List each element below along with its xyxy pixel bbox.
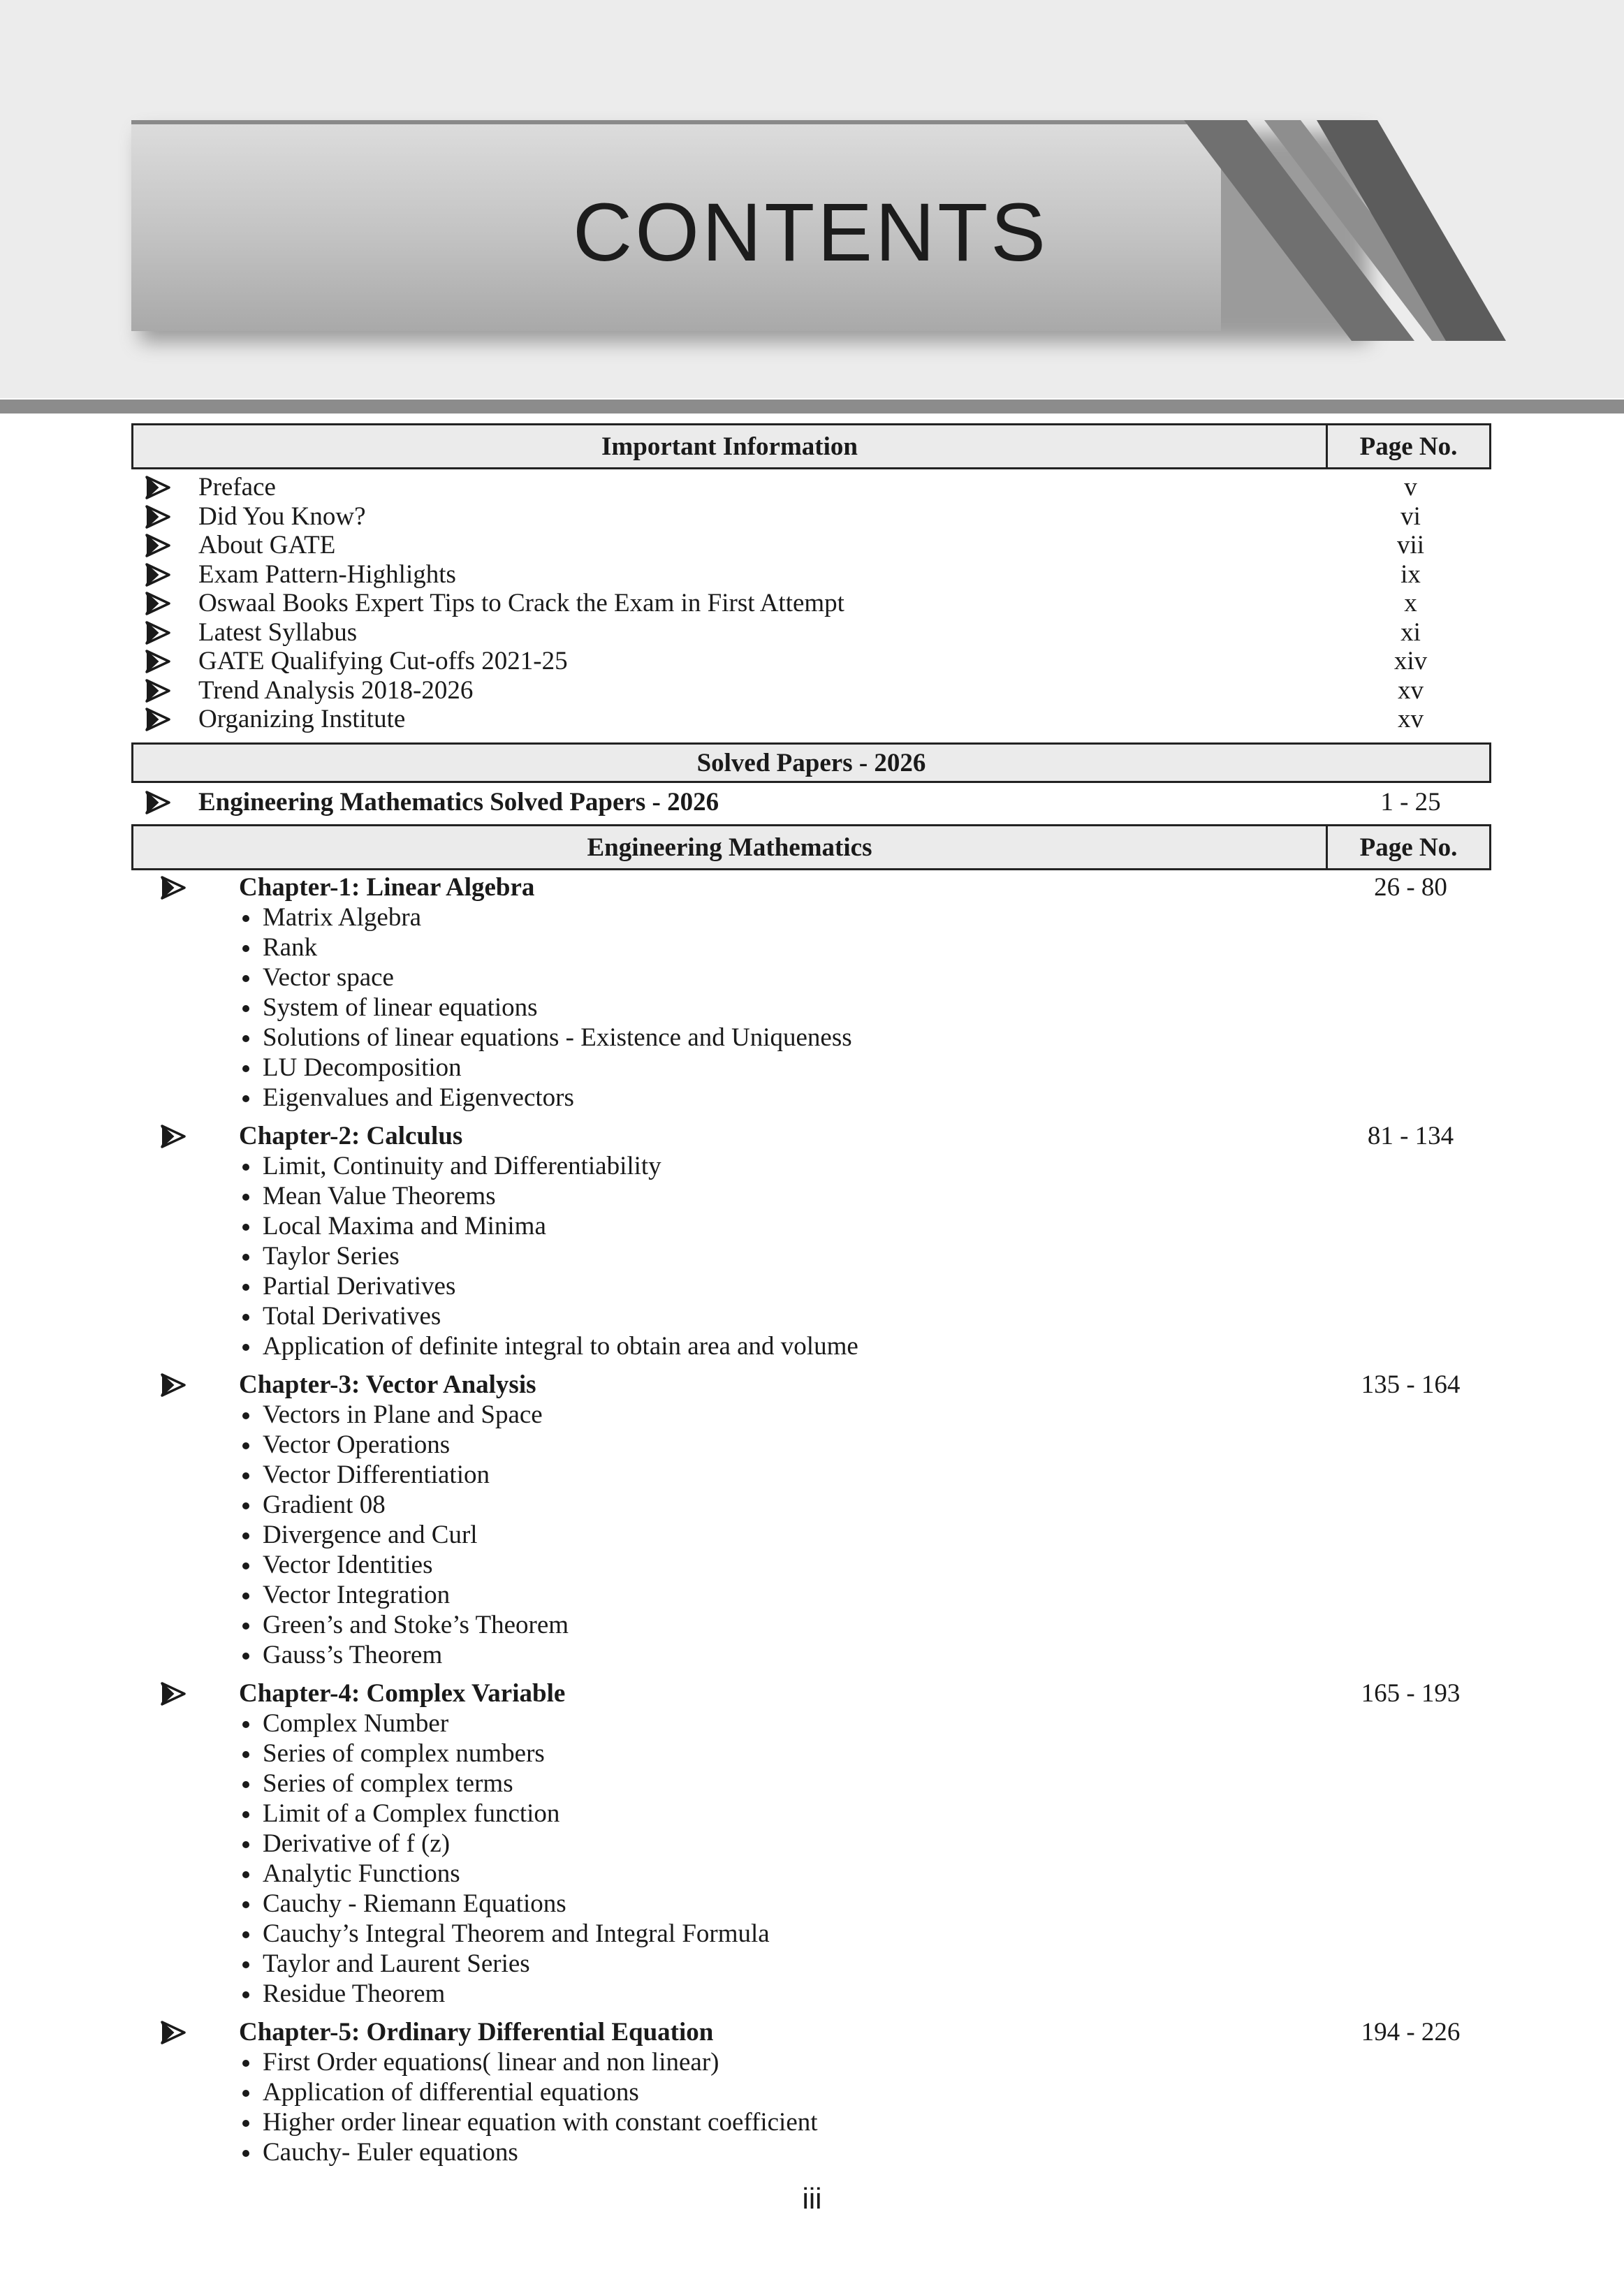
arrow-bullet-icon	[159, 1122, 187, 1151]
topic-list	[131, 1151, 1491, 1361]
chapter-title: Chapter-2: Calculus	[239, 1122, 463, 1150]
toc-row	[131, 788, 1491, 817]
topic-item: Higher order linear equation with constant coefficient	[131, 2107, 1491, 2137]
toc-entry-page: 1 - 25	[1380, 788, 1441, 817]
topic-item: Rank	[131, 932, 1491, 962]
toc-entry-label: Did You Know?	[198, 502, 366, 531]
topic-item: Application of differential equations	[131, 2077, 1491, 2107]
chapter-block	[131, 1122, 1491, 1361]
topic-item: Series of complex terms	[131, 1769, 1491, 1799]
arrow-bullet-icon	[159, 873, 187, 902]
solved-papers-header	[131, 742, 1491, 783]
arrow-bullet-icon	[144, 647, 172, 676]
topic-item: Divergence and Curl	[131, 1520, 1491, 1550]
topic-item: Analytic Functions	[131, 1859, 1491, 1889]
topic-item: Gradient 08	[131, 1490, 1491, 1520]
topic-item: Total Derivatives	[131, 1301, 1491, 1331]
arrow-bullet-icon	[144, 618, 172, 647]
topic-item: Vector Integration	[131, 1580, 1491, 1610]
chapter-page-range: 26 - 80	[1374, 873, 1447, 902]
chapter-page-range: 165 - 193	[1361, 1679, 1461, 1708]
toc-entry-page: xv	[1398, 675, 1424, 705]
topic-item: Green’s and Stoke’s Theorem	[131, 1610, 1491, 1640]
topic-item: Application of definite integral to obtain area and volume	[131, 1331, 1491, 1361]
arrow-bullet-icon	[144, 560, 172, 590]
topic-item: Series of complex numbers	[131, 1738, 1491, 1769]
chapter-heading	[131, 1370, 1491, 1400]
toc-entry-label: About GATE	[198, 531, 336, 559]
arrow-bullet-icon	[144, 676, 172, 705]
chapter-block	[131, 1370, 1491, 1670]
toc-row	[131, 676, 1491, 705]
topic-item: LU Decomposition	[131, 1053, 1491, 1083]
topic-item: Vector Differentiation	[131, 1460, 1491, 1490]
topic-item: Vectors in Plane and Space	[131, 1400, 1491, 1430]
topic-list	[131, 2047, 1491, 2167]
toc-row	[131, 618, 1491, 647]
topic-item: First Order equations( linear and non linear)	[131, 2047, 1491, 2077]
toc-entry-page: vii	[1396, 531, 1425, 559]
toc-entry-page: x	[1404, 589, 1417, 617]
arrow-bullet-icon	[144, 531, 172, 560]
arrow-bullet-icon	[159, 1679, 187, 1708]
solved-papers-label: Solved Papers - 2026	[696, 748, 926, 777]
topic-item: Matrix Algebra	[131, 902, 1491, 932]
topic-list	[131, 902, 1491, 1113]
topic-item: Taylor and Laurent Series	[131, 1949, 1491, 1979]
topic-item: Cauchy- Euler equations	[131, 2137, 1491, 2167]
topic-item: Taylor Series	[131, 1241, 1491, 1271]
chapter-page-range: 135 - 164	[1361, 1370, 1461, 1399]
chapter-heading	[131, 1122, 1491, 1151]
topic-item: Vector Operations	[131, 1430, 1491, 1460]
page-title: CONTENTS	[573, 186, 1048, 279]
chapter-title: Chapter-5: Ordinary Differential Equation	[239, 2018, 714, 2047]
toc-entry-page: v	[1404, 473, 1417, 502]
topic-item: Eigenvalues and Eigenvectors	[131, 1083, 1491, 1113]
toc-entry-label: GATE Qualifying Cut-offs 2021-25	[198, 647, 568, 675]
topic-item: Limit of a Complex function	[131, 1799, 1491, 1829]
arrow-bullet-icon	[144, 705, 172, 734]
toc-entry-page: xv	[1398, 705, 1424, 733]
topic-item: Cauchy - Riemann Equations	[131, 1889, 1491, 1919]
page-no-header: Page No.	[1326, 826, 1489, 868]
topic-list	[131, 1708, 1491, 2009]
chapter-title: Chapter-1: Linear Algebra	[239, 873, 535, 902]
chapter-heading	[131, 1679, 1491, 1708]
engmath-header	[131, 824, 1491, 870]
header-rule	[0, 400, 1624, 413]
toc-entry-label: Latest Syllabus	[198, 617, 358, 647]
topic-item: System of linear equations	[131, 993, 1491, 1023]
engmath-label: Engineering Mathematics	[587, 833, 872, 862]
toc-entry-label: Preface	[198, 473, 276, 502]
topic-item: Solutions of linear equations - Existence and Uniqueness	[131, 1023, 1491, 1053]
topic-item: Cauchy’s Integral Theorem and Integral Formula	[131, 1919, 1491, 1949]
toc-entry-label: Organizing Institute	[198, 705, 406, 733]
chapter-title: Chapter-4: Complex Variable	[239, 1679, 566, 1708]
topic-item: Derivative of f (z)	[131, 1829, 1491, 1859]
topic-list	[131, 1400, 1491, 1670]
toc-entry-page: vi	[1400, 502, 1421, 531]
important-info-label: Important Information	[601, 432, 858, 461]
arrow-bullet-icon	[144, 788, 172, 817]
topic-item: Local Maxima and Minima	[131, 1211, 1491, 1241]
toc-entry-label: Engineering Mathematics Solved Papers - 2026	[198, 788, 719, 817]
toc-entry-page: xiv	[1393, 647, 1428, 675]
chapter-page-range: 81 - 134	[1367, 1122, 1454, 1150]
toc-entry-label: Trend Analysis 2018-2026	[198, 675, 474, 705]
toc-entry-label: Oswaal Books Expert Tips to Crack the Exam in First Attempt	[198, 589, 844, 617]
toc-row	[131, 502, 1491, 532]
page-number: iii	[802, 2182, 822, 2215]
chapter-heading	[131, 2018, 1491, 2047]
chapter-heading	[131, 873, 1491, 902]
important-info-header	[131, 423, 1491, 469]
toc-row	[131, 531, 1491, 560]
toc-row	[131, 589, 1491, 618]
topic-item: Vector space	[131, 962, 1491, 993]
topic-item: Vector Identities	[131, 1550, 1491, 1580]
toc-entry-page: ix	[1400, 559, 1421, 589]
topic-item: Complex Number	[131, 1708, 1491, 1738]
toc-row	[131, 647, 1491, 676]
toc-row	[131, 560, 1491, 590]
arrow-bullet-icon	[159, 2018, 187, 2047]
toc-entry-page: xi	[1400, 617, 1421, 647]
topic-item: Gauss’s Theorem	[131, 1640, 1491, 1670]
chapter-block	[131, 1679, 1491, 2009]
chapter-block	[131, 2018, 1491, 2167]
arrow-bullet-icon	[144, 589, 172, 618]
topic-item: Limit, Continuity and Differentiability	[131, 1151, 1491, 1181]
topic-item: Partial Derivatives	[131, 1271, 1491, 1301]
chapter-title: Chapter-3: Vector Analysis	[239, 1370, 536, 1399]
chapter-block	[131, 873, 1491, 1113]
arrow-bullet-icon	[144, 473, 172, 502]
toc-row	[131, 705, 1491, 734]
toc-row	[131, 473, 1491, 502]
toc-entry-label: Exam Pattern-Highlights	[198, 559, 456, 589]
chapter-page-range: 194 - 226	[1361, 2018, 1461, 2047]
arrow-bullet-icon	[144, 502, 172, 532]
topic-item: Mean Value Theorems	[131, 1181, 1491, 1211]
page-no-header: Page No.	[1326, 425, 1489, 467]
arrow-bullet-icon	[159, 1370, 187, 1400]
topic-item: Residue Theorem	[131, 1979, 1491, 2009]
